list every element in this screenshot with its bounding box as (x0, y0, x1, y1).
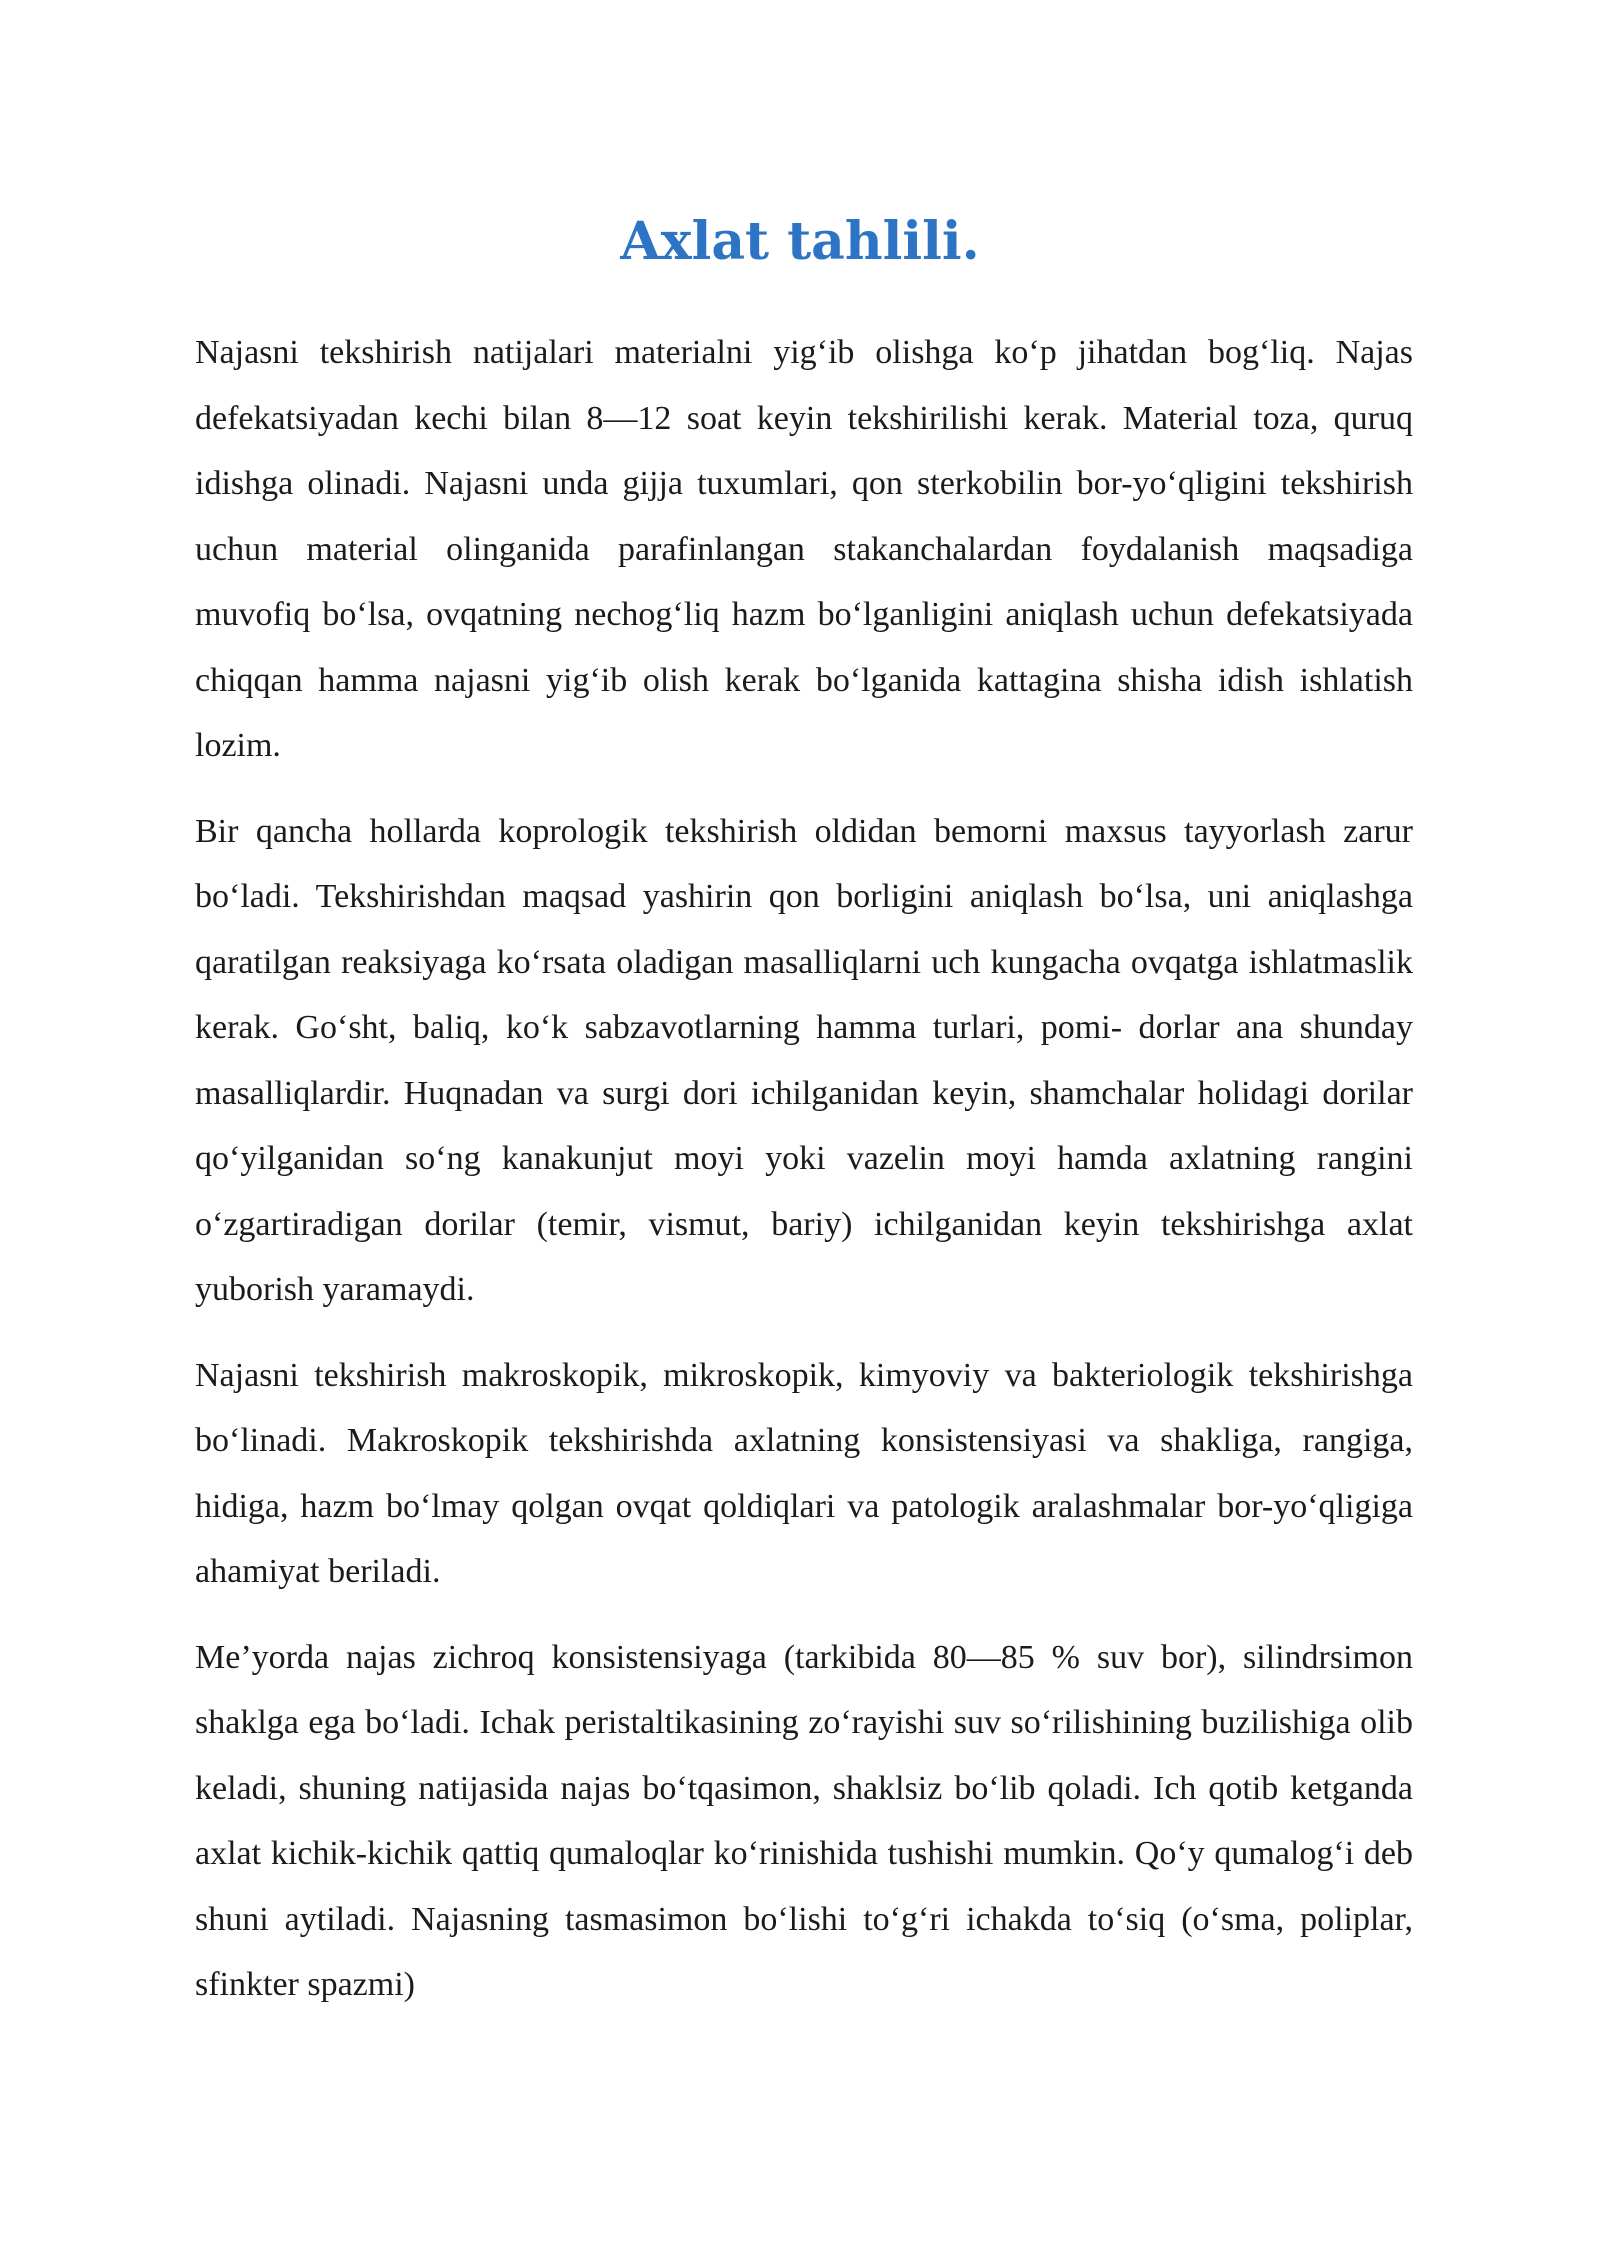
paragraph-3: Najasni tekshirish makroskopik, mikroskopik, kimyoviy va bakteriologik tekshirishga bo‘linadi. Makroskopik tekshirishda axlatning konsistensiyasi va shakliga, rangiga, hidiga, hazm bo‘lmay qolgan ovqat qoldiqlari va patologik aralashmalar bor-yo‘qligiga ahamiyat beriladi. (195, 1356, 1413, 1590)
paragraph-2: Bir qancha hollarda koprologik tekshirish oldidan bemorni maxsus tayyorlash zarur bo‘ladi. Tekshirishdan maqsad yashirin qon borligini aniqlash bo‘lsa, uni aniqlashga qaratilgan reaksiyaga ko‘rsata oladigan masalliqlarni uch kungacha ovqatga ishlatmaslik kerak. Go‘sht, baliq, ko‘k sabzavotlarning hamma turlari, pomi- dorlar ana shunday masalliqlardir. Huqnadan va surgi dori ichilganidan keyin, shamchalar holidagi dorilar qo‘yilganidan so‘ng kanakunjut moyi yoki vazelin moyi hamda axlatning rangini o‘zgartiradigan dorilar (temir, vismut, bariy) ichilganidan keyin tekshirishga axlat yuborish yaramaydi. (195, 812, 1413, 1308)
document-body (195, 320, 1413, 2038)
paragraph-1: Najasni tekshirish natijalari materialni yig‘ib olishga ko‘p jihatdan bog‘liq. Najas defekatsiyadan kechi bilan 8—12 soat keyin tekshirilishi kerak. Material toza, quruq idishga olinadi. Najasni unda gijja tuxumlari, qon sterkobilin bor-yo‘qligini tekshirish uchun material olinganida parafinlangan stakanchalardan foydalanish maqsadiga muvofiq bo‘lsa, ovqatning nechog‘liq hazm bo‘lganligini aniqlash uchun defekatsiyada chiqqan hamma najasni yig‘ib olish kerak bo‘lganida kattagina shisha idish ishlatish lozim. (195, 334, 1413, 764)
page-title: Axlat tahlili. (620, 211, 980, 272)
paragraph-4: Me’yorda najas zichroq konsistensiyaga (tarkibida 80—85 % suv bor), silindrsimon shaklga ega bo‘ladi. Ichak peristaltikasining zo‘rayishi suv so‘rilishining buzilishiga olib keladi, shuning natijasida najas bo‘tqasimon, shaklsiz bo‘lib qoladi. Ich qotib ketganda axlat kichik-kichik qattiq qumaloqlar ko‘rinishida tushishi mumkin. Qo‘y qumalog‘i deb shuni aytiladi. Najasning tasmasimon bo‘lishi to‘g‘ri ichakda to‘siq (o‘sma, poliplar, sfinkter spazmi) (195, 1638, 1413, 2003)
